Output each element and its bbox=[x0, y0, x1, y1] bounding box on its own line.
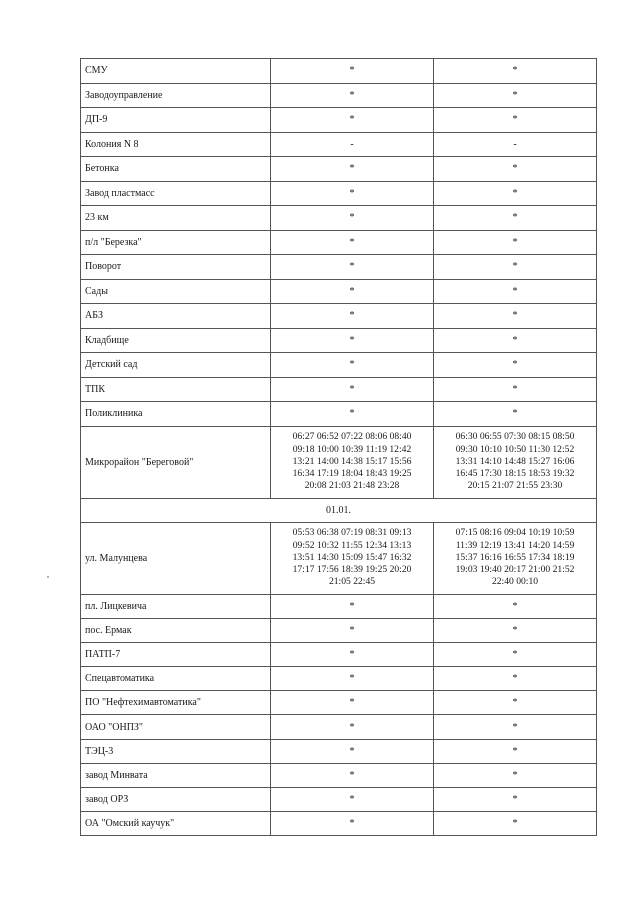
schedule-mark-cell: * bbox=[271, 157, 434, 182]
stop-name-cell: Сады bbox=[81, 279, 271, 304]
stop-name-cell: пл. Лицкевича bbox=[81, 594, 271, 618]
stop-name-cell: завод Минвата bbox=[81, 763, 271, 787]
stop-name-cell: ПАТП-7 bbox=[81, 642, 271, 666]
schedule-mark-cell: - bbox=[434, 132, 597, 157]
schedule-mark-cell: * bbox=[434, 181, 597, 206]
schedule-mark-cell: * bbox=[434, 353, 597, 378]
schedule-mark-cell: * bbox=[434, 788, 597, 812]
schedule-mark-cell: * bbox=[434, 594, 597, 618]
schedule-mark-cell: * bbox=[434, 83, 597, 108]
stop-name-cell: ТЭЦ-3 bbox=[81, 739, 271, 763]
departure-times-line: 06:27 06:52 07:22 08:06 08:40 bbox=[292, 431, 412, 443]
scan-speck bbox=[47, 576, 49, 578]
table-row-timetable bbox=[81, 426, 597, 498]
table-row bbox=[81, 328, 597, 353]
schedule-mark-cell: * bbox=[271, 691, 434, 715]
table-row bbox=[81, 618, 597, 642]
schedule-mark-cell: * bbox=[271, 715, 434, 739]
schedule-mark-cell: * bbox=[271, 108, 434, 133]
table-row bbox=[81, 304, 597, 329]
schedule-mark-cell: * bbox=[434, 739, 597, 763]
schedule-mark-cell: * bbox=[271, 328, 434, 353]
stop-name-cell: АБЗ bbox=[81, 304, 271, 329]
table-row bbox=[81, 353, 597, 378]
schedule-mark-cell: - bbox=[271, 132, 434, 157]
schedule-mark-cell: * bbox=[271, 402, 434, 427]
table-row bbox=[81, 739, 597, 763]
stop-name-cell: Детский сад bbox=[81, 353, 271, 378]
departure-times-cell bbox=[271, 522, 434, 594]
stop-name-cell: ул. Малунцева bbox=[81, 522, 271, 594]
schedule-mark-cell: * bbox=[271, 642, 434, 666]
schedule-mark-cell: * bbox=[271, 83, 434, 108]
stop-name-cell: СМУ bbox=[81, 59, 271, 84]
schedule-mark-cell: * bbox=[434, 642, 597, 666]
stop-name-cell: Колония N 8 bbox=[81, 132, 271, 157]
departure-times-line: 20:15 21:07 21:55 23:30 bbox=[467, 480, 563, 492]
table-row bbox=[81, 83, 597, 108]
schedule-table-body bbox=[81, 59, 597, 836]
date-separator-row bbox=[81, 498, 597, 522]
schedule-mark-cell: * bbox=[434, 402, 597, 427]
departure-times-line: 19:03 19:40 20:17 21:00 21:52 bbox=[455, 564, 575, 576]
stop-name-cell: ОА "Омский каучук" bbox=[81, 812, 271, 836]
table-row bbox=[81, 377, 597, 402]
schedule-mark-cell: * bbox=[434, 206, 597, 231]
stop-name-cell: Заводоуправление bbox=[81, 83, 271, 108]
stop-name-cell: Поликлиника bbox=[81, 402, 271, 427]
departure-times-cell bbox=[434, 522, 597, 594]
stop-name-cell: Спецавтоматика bbox=[81, 667, 271, 691]
schedule-mark-cell: * bbox=[271, 353, 434, 378]
schedule-mark-cell: * bbox=[271, 230, 434, 255]
schedule-mark-cell: * bbox=[271, 377, 434, 402]
stop-name-cell: Кладбище bbox=[81, 328, 271, 353]
schedule-mark-cell: * bbox=[434, 108, 597, 133]
departure-times-cell bbox=[434, 426, 597, 498]
table-row bbox=[81, 594, 597, 618]
departure-times-line: 15:37 16:16 16:55 17:34 18:19 bbox=[455, 551, 575, 563]
stop-name-cell: Поворот bbox=[81, 255, 271, 280]
stop-name-cell: ДП-9 bbox=[81, 108, 271, 133]
date-separator-label: 01.01. bbox=[81, 498, 597, 522]
table-row bbox=[81, 157, 597, 182]
schedule-mark-cell: * bbox=[271, 181, 434, 206]
table-row bbox=[81, 255, 597, 280]
departure-times-line: 13:21 14:00 14:38 15:17 15:56 bbox=[292, 455, 412, 467]
table-row bbox=[81, 715, 597, 739]
table-row bbox=[81, 642, 597, 666]
departure-times-line: 17:17 17:56 18:39 19:25 20:20 bbox=[292, 564, 412, 576]
departure-times-line: 22:40 00:10 bbox=[491, 576, 539, 588]
table-row bbox=[81, 206, 597, 231]
stop-name-cell: ТПК bbox=[81, 377, 271, 402]
stop-name-cell: Бетонка bbox=[81, 157, 271, 182]
schedule-mark-cell: * bbox=[434, 715, 597, 739]
schedule-mark-cell: * bbox=[271, 812, 434, 836]
departure-times-line: 16:45 17:30 18:15 18:53 19:32 bbox=[455, 468, 575, 480]
schedule-mark-cell: * bbox=[271, 667, 434, 691]
schedule-mark-cell: * bbox=[434, 59, 597, 84]
table-row bbox=[81, 691, 597, 715]
table-row bbox=[81, 279, 597, 304]
departure-times-line: 16:34 17:19 18:04 18:43 19:25 bbox=[292, 468, 412, 480]
stop-name-cell: Микрорайон "Береговой" bbox=[81, 426, 271, 498]
schedule-mark-cell: * bbox=[271, 255, 434, 280]
stop-name-cell: 23 км bbox=[81, 206, 271, 231]
departure-times-line: 13:51 14:30 15:09 15:47 16:32 bbox=[292, 551, 412, 563]
schedule-mark-cell: * bbox=[434, 812, 597, 836]
departure-times-line: 09:18 10:00 10:39 11:19 12:42 bbox=[292, 443, 412, 455]
stop-name-cell: ОАО "ОНПЗ" bbox=[81, 715, 271, 739]
schedule-table bbox=[80, 58, 597, 836]
schedule-mark-cell: * bbox=[271, 279, 434, 304]
table-row bbox=[81, 181, 597, 206]
schedule-mark-cell: * bbox=[434, 377, 597, 402]
table-row bbox=[81, 763, 597, 787]
table-row bbox=[81, 108, 597, 133]
table-row bbox=[81, 402, 597, 427]
stop-name-cell: Завод пластмасс bbox=[81, 181, 271, 206]
departure-times-line: 09:52 10:32 11:55 12:34 13:13 bbox=[292, 539, 412, 551]
departure-times-line: 09:30 10:10 10:50 11:30 12:52 bbox=[455, 443, 575, 455]
schedule-mark-cell: * bbox=[434, 667, 597, 691]
schedule-mark-cell: * bbox=[271, 763, 434, 787]
schedule-mark-cell: * bbox=[271, 618, 434, 642]
departure-times-line: 07:15 08:16 09:04 10:19 10:59 bbox=[455, 527, 575, 539]
schedule-mark-cell: * bbox=[271, 594, 434, 618]
schedule-mark-cell: * bbox=[434, 618, 597, 642]
schedule-mark-cell: * bbox=[434, 691, 597, 715]
schedule-mark-cell: * bbox=[434, 304, 597, 329]
departure-times-line: 20:08 21:03 21:48 23:28 bbox=[304, 480, 400, 492]
schedule-mark-cell: * bbox=[271, 206, 434, 231]
schedule-mark-cell: * bbox=[434, 157, 597, 182]
table-row bbox=[81, 230, 597, 255]
stop-name-cell: п/л "Березка" bbox=[81, 230, 271, 255]
schedule-mark-cell: * bbox=[434, 255, 597, 280]
schedule-mark-cell: * bbox=[271, 59, 434, 84]
table-row bbox=[81, 812, 597, 836]
schedule-mark-cell: * bbox=[434, 763, 597, 787]
table-row-timetable bbox=[81, 522, 597, 594]
stop-name-cell: ПО "Нефтехимавтоматика" bbox=[81, 691, 271, 715]
schedule-mark-cell: * bbox=[434, 328, 597, 353]
stop-name-cell: завод ОРЗ bbox=[81, 788, 271, 812]
departure-times-line: 21:05 22:45 bbox=[328, 576, 376, 588]
schedule-mark-cell: * bbox=[434, 230, 597, 255]
departure-times-line: 13:31 14:10 14:48 15:27 16:06 bbox=[455, 455, 575, 467]
table-row bbox=[81, 59, 597, 84]
schedule-mark-cell: * bbox=[271, 788, 434, 812]
table-row bbox=[81, 667, 597, 691]
departure-times-cell bbox=[271, 426, 434, 498]
departure-times-line: 05:53 06:38 07:19 08:31 09:13 bbox=[292, 527, 412, 539]
table-row bbox=[81, 132, 597, 157]
departure-times-line: 11:39 12:19 13:41 14:20 14:59 bbox=[455, 539, 575, 551]
departure-times-line: 06:30 06:55 07:30 08:15 08:50 bbox=[455, 431, 575, 443]
table-row bbox=[81, 788, 597, 812]
stop-name-cell: пос. Ермак bbox=[81, 618, 271, 642]
schedule-mark-cell: * bbox=[271, 739, 434, 763]
schedule-mark-cell: * bbox=[434, 279, 597, 304]
schedule-mark-cell: * bbox=[271, 304, 434, 329]
